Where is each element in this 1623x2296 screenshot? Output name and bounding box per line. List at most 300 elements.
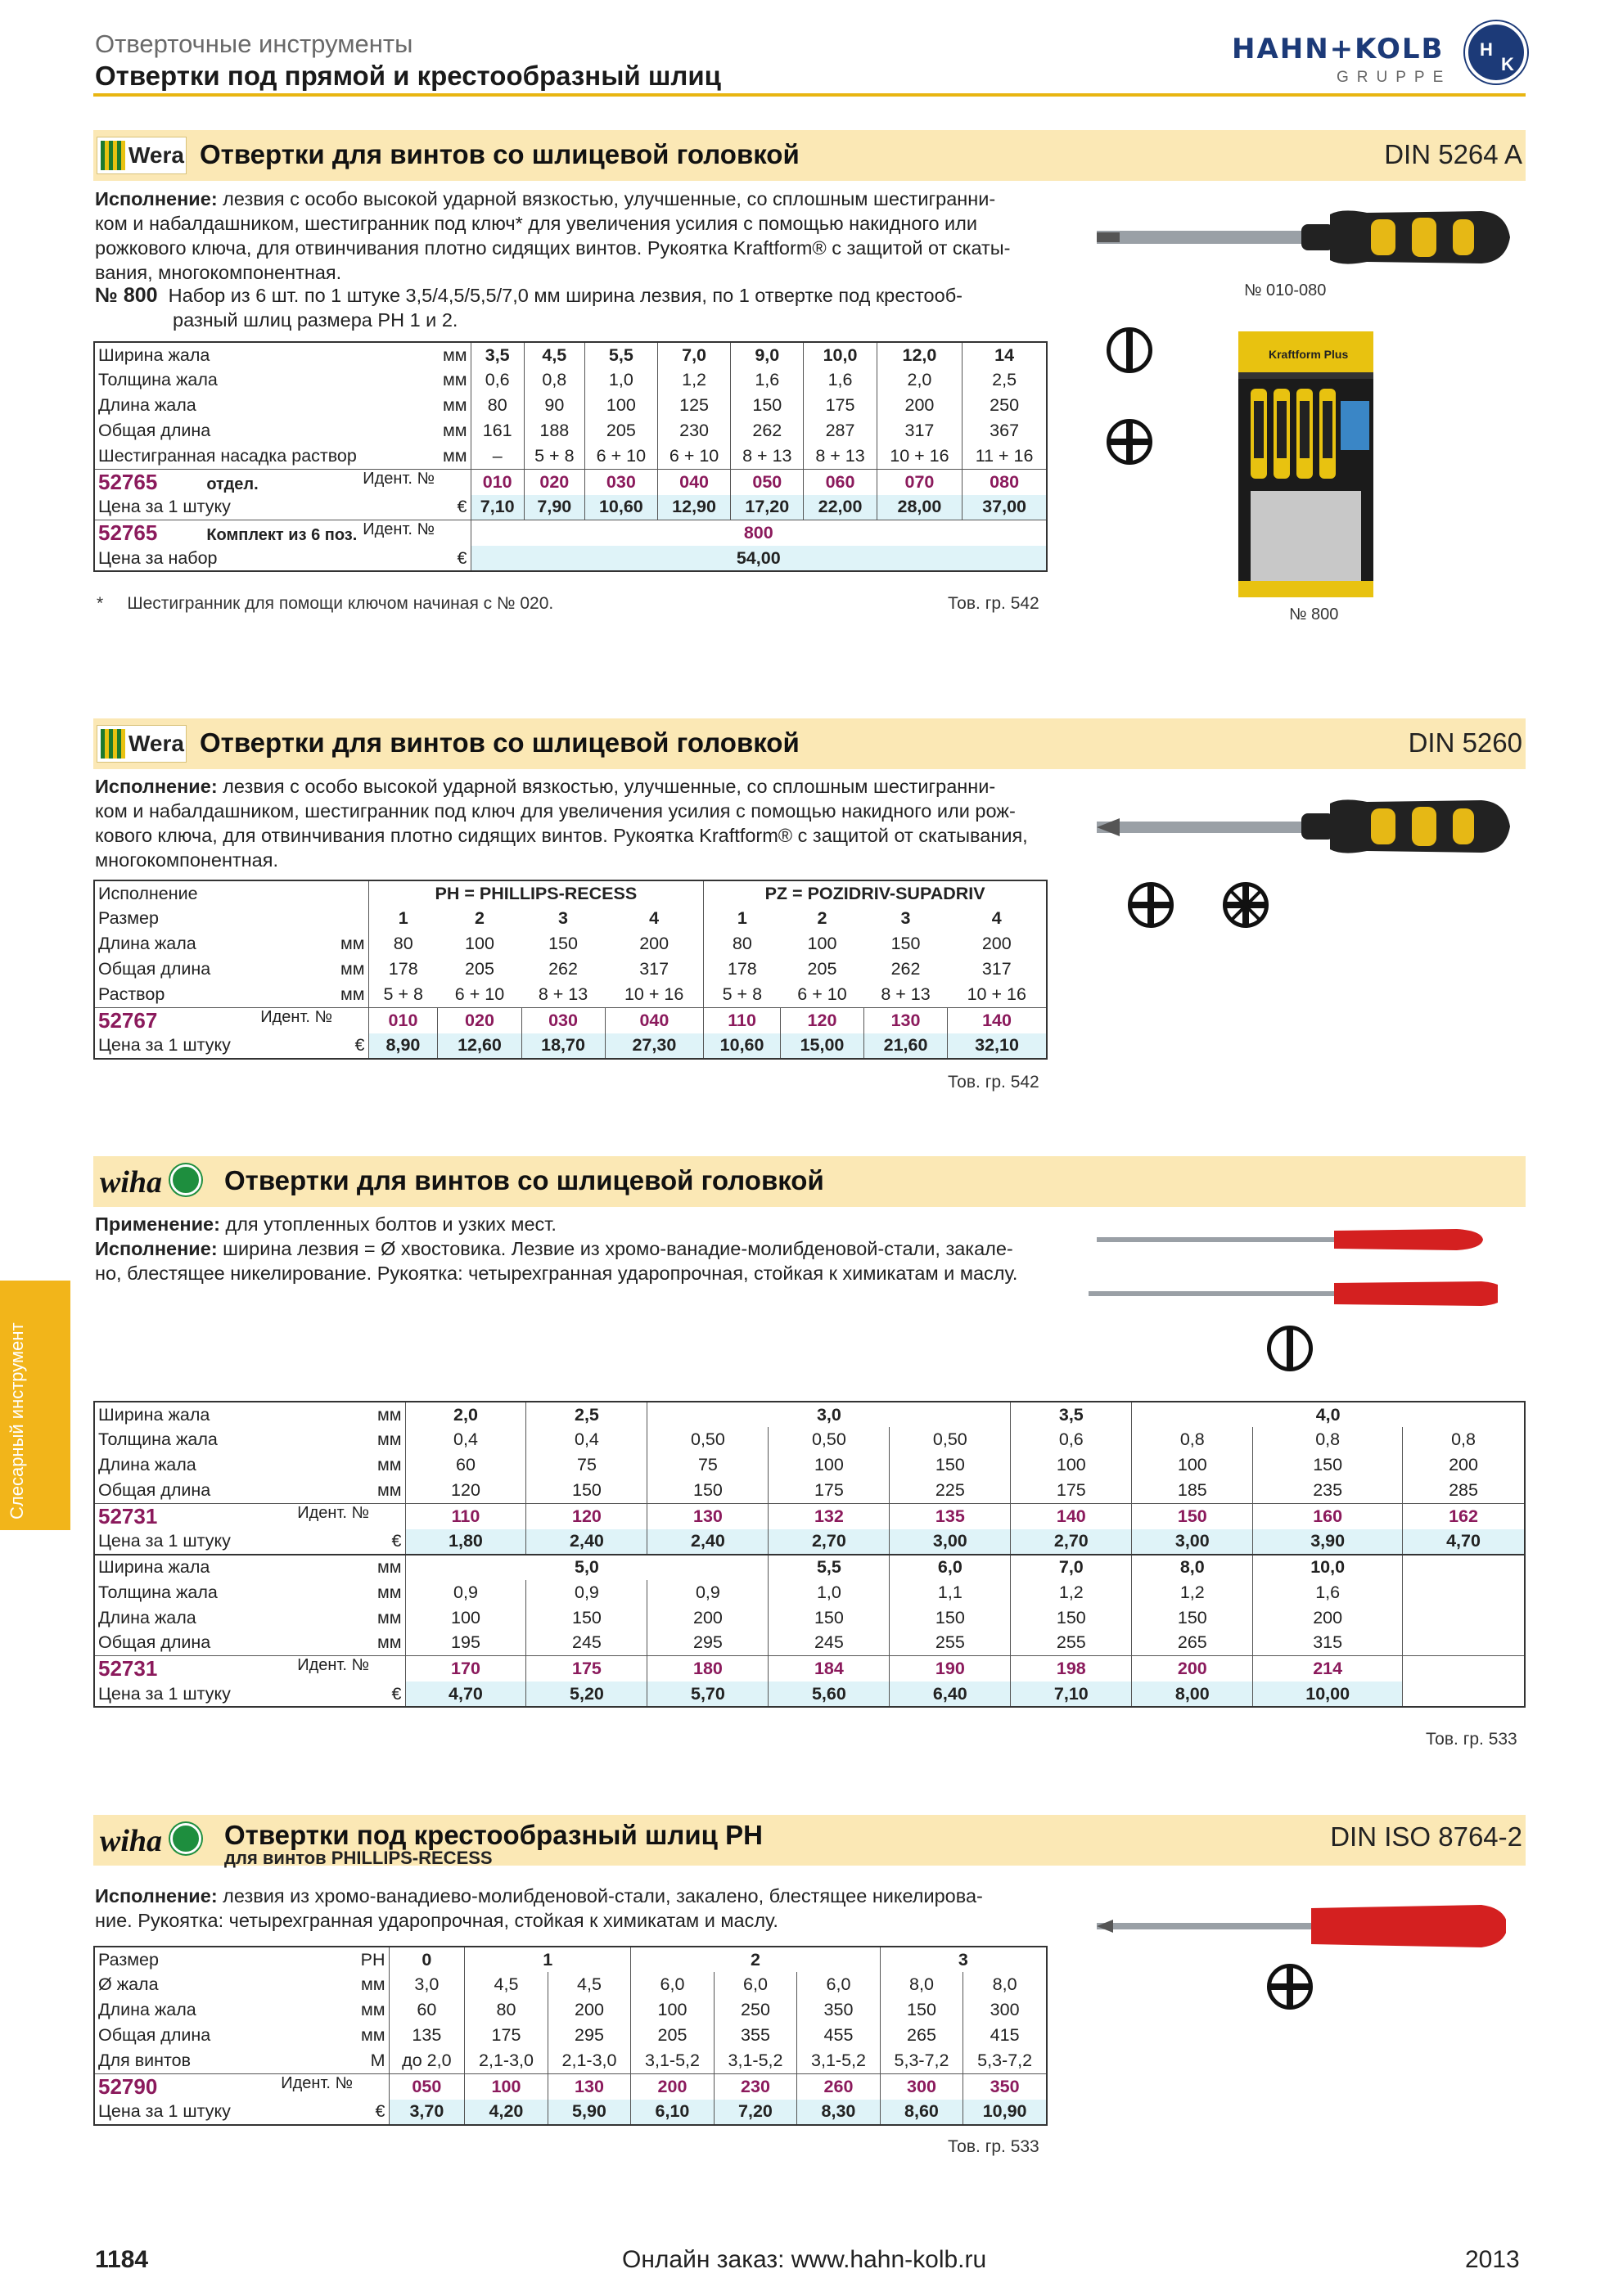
table-cell: Ширина жала	[98, 1404, 210, 1425]
table-cell: 184	[769, 1656, 890, 1682]
section-1-set-description: № 800 Набор из 6 шт. по 1 штуке 3,5/4,5/5,5/7,0 мм ширина лезвия, по 1 отвертке под крестооб- разный шлиц размера PH 1 и 2.	[95, 284, 963, 331]
table-cell: 205	[631, 2023, 715, 2048]
table-cell: 1,80	[405, 1529, 526, 1555]
table-cell: 415	[963, 2023, 1047, 2048]
table-cell: 140	[1011, 1503, 1132, 1529]
table-cell: до 2,0	[389, 2048, 465, 2073]
table-cell: 120	[405, 1478, 526, 1503]
table-cell: 135	[389, 2023, 465, 2048]
table-cell: 3	[900, 908, 911, 928]
table-cell: 130	[548, 2073, 631, 2100]
table-cell: 1,0	[769, 1580, 890, 1605]
table-cell: 260	[797, 2073, 881, 2100]
table-cell: 2	[817, 908, 827, 928]
section-3-title: Отвертки для винтов со шлицевой головкой	[224, 1165, 824, 1195]
table-cell: 6,0	[890, 1555, 1011, 1580]
table-cell: 010	[471, 469, 524, 495]
table-cell: 200	[548, 1997, 631, 2023]
empty-cell	[1403, 1631, 1525, 1656]
table-row	[94, 2100, 1047, 2125]
table-row	[94, 1402, 1525, 1427]
table-cell: 1,6	[1253, 1580, 1403, 1605]
section-3-description: Применение: для утопленных болтов и узких мест. Исполнение: ширина лезвия = Ø хвостовика. Лезвие из хромо-ванадие-молибденовой-стали, закале- но, блестящее никелирование. Рукоятка: четырехгранная ударопрочная, стойкая к химикатам и маслу.	[95, 1213, 1018, 1284]
table-cell: 3,1-5,2	[714, 2048, 797, 2073]
table-cell: 6,10	[631, 2100, 715, 2125]
order-link[interactable]: Онлайн заказ: www.hahn-kolb.ru	[622, 2246, 987, 2273]
logo-text: HAHN+KOLB	[1232, 33, 1445, 65]
table-cell: Размер	[98, 908, 159, 928]
table-cell: мм	[442, 344, 467, 365]
table-cell: 0,50	[890, 1427, 1011, 1452]
table-cell: Исполнение	[98, 883, 198, 903]
table-cell: 80	[471, 393, 524, 418]
table-cell: 2,70	[769, 1529, 890, 1555]
table-row	[94, 982, 1047, 1007]
table-cell: 2,40	[647, 1529, 769, 1555]
table-cell: Цена за набор	[98, 547, 218, 568]
table-cell: 6,0	[797, 1972, 881, 1997]
table-cell: 160	[1253, 1503, 1403, 1529]
table-cell: 1,6	[731, 367, 804, 393]
table-cell: мм	[340, 959, 365, 979]
table-cell: 255	[1011, 1631, 1132, 1656]
hahn-kolb-logo	[1232, 18, 1526, 92]
section-4-header	[93, 1815, 1526, 1866]
section-1-header	[93, 130, 1526, 181]
table-cell: PH = PHILLIPS-RECESS	[368, 880, 704, 906]
table-cell: 2,70	[1011, 1529, 1132, 1555]
table-cell: 010	[368, 1007, 438, 1033]
table-cell: 5,5	[769, 1555, 890, 1580]
table-cell: 200	[877, 393, 963, 418]
set-800-box-image	[1234, 327, 1382, 606]
box-label: Kraftform Plus	[1269, 348, 1349, 361]
wiha-slotted-screwdrivers-image	[1089, 1219, 1498, 1317]
table-cell: 050	[731, 469, 804, 495]
table-cell: 190	[890, 1656, 1011, 1682]
table-cell: 020	[438, 1007, 521, 1033]
section-4-title: Отвертки под крестообразный шлиц PH	[224, 1820, 763, 1850]
section-4-subtitle: для винтов PHILLIPS-RECESS	[224, 1848, 493, 1868]
table-cell: 040	[605, 1007, 704, 1033]
table-cell: 200	[1132, 1656, 1253, 1682]
table-cell: 5,20	[526, 1681, 647, 1707]
table-cell: 300	[963, 1997, 1047, 2023]
section-1-title: Отвертки для винтов со шлицевой головкой	[200, 139, 800, 169]
table-cell: 350	[963, 2073, 1047, 2100]
table-cell: 7,0	[1011, 1555, 1132, 1580]
table-cell: Толщина жала	[98, 1429, 218, 1449]
table-row	[94, 906, 1047, 931]
table-cell: 1	[704, 906, 781, 931]
table-cell: 110	[704, 1007, 781, 1033]
table-cell: €	[354, 1035, 365, 1055]
table-cell: 60	[389, 1997, 465, 2023]
table-cell: 0,8	[524, 367, 584, 393]
table-cell: Длина жала	[98, 2000, 196, 2019]
table-cell: 3	[880, 1947, 1047, 1972]
table-cell: 5,3-7,2	[880, 2048, 963, 2073]
table-cell: 225	[890, 1478, 1011, 1503]
table-cell: 245	[526, 1631, 647, 1656]
table-cell: 1,2	[1011, 1580, 1132, 1605]
table-cell: €	[457, 497, 467, 517]
table-cell: 0,4	[526, 1427, 647, 1452]
table-cell: 6 + 10	[584, 443, 657, 469]
table-cell: 070	[877, 469, 963, 495]
table-cell: Длина жала	[98, 1607, 196, 1627]
table-cell: 178	[704, 957, 781, 982]
table-cell: 287	[804, 418, 877, 443]
table-cell: 5 + 8	[368, 982, 438, 1007]
section-1-table	[93, 341, 1048, 572]
wiha-logo-text: wiha	[100, 1824, 163, 1858]
table-cell: 195	[405, 1631, 526, 1656]
table-cell	[336, 1007, 368, 1033]
table-cell: 300	[880, 2073, 963, 2100]
table-cell: 1	[368, 906, 438, 931]
table-cell: 3,70	[389, 2100, 465, 2125]
table-cell: Общая длина	[98, 1479, 211, 1500]
caption-800: № 800	[1289, 606, 1339, 624]
table-cell: 455	[797, 2023, 881, 2048]
table-row	[94, 443, 1047, 469]
section-1-footnote: * Шестигранник для помощи ключом начиная с № 020.	[97, 594, 554, 613]
table-cell: 5,3-7,2	[963, 2048, 1047, 2073]
table-cell: Общая длина	[98, 2025, 211, 2045]
table-cell: 8,0	[880, 1972, 963, 1997]
table-cell	[372, 1503, 405, 1529]
table-cell: 2	[474, 908, 485, 928]
table-cell: 4,5	[548, 1972, 631, 1997]
table-cell: 150	[880, 1997, 963, 2023]
page-number: 1184	[95, 2246, 149, 2273]
section-3-header	[93, 1156, 1526, 1207]
article-number: 52765 отдел. Идент. №	[94, 469, 438, 495]
table-cell: 7,10	[471, 495, 524, 520]
wiha-logo	[97, 1821, 187, 1859]
table-cell: 7,0	[657, 342, 730, 367]
table-cell: 100	[807, 934, 837, 953]
table-cell: 8,60	[880, 2100, 963, 2125]
table-cell: 175	[526, 1656, 647, 1682]
table-cell: 262	[731, 418, 804, 443]
table-cell: 3,00	[1132, 1529, 1253, 1555]
table-cell: 150	[890, 1605, 1011, 1631]
table-cell: 150	[1253, 1452, 1403, 1478]
table-cell: мм	[376, 1455, 402, 1474]
table-cell: €	[457, 547, 467, 568]
table-cell: 175	[465, 2023, 548, 2048]
table-cell: 8,00	[1132, 1681, 1253, 1707]
table-cell: 4,20	[465, 2100, 548, 2125]
wiha-logo	[97, 1163, 187, 1200]
table-cell: 265	[880, 2023, 963, 2048]
table-cell: 295	[548, 2023, 631, 2048]
table-cell: 200	[639, 934, 669, 953]
table-cell: 0,8	[1403, 1427, 1525, 1452]
table-row	[94, 1997, 1047, 2023]
table-cell: 52765 Комплект из 6 поз. Идент. №	[94, 520, 438, 547]
table-row	[94, 1529, 1525, 1555]
table-row	[94, 393, 1047, 418]
table-cell: 040	[657, 469, 730, 495]
table-cell: 3,0	[389, 1972, 465, 1997]
table-cell: 14	[963, 342, 1047, 367]
phillips-screwdriver-image	[1097, 786, 1522, 867]
table-cell: 235	[1253, 1478, 1403, 1503]
table-cell: 170	[405, 1656, 526, 1682]
table-cell: 5,0	[405, 1555, 769, 1580]
table-cell: 8,90	[368, 1033, 438, 1059]
table-cell: 80	[704, 931, 781, 957]
table-cell: 27,30	[605, 1033, 704, 1059]
table-cell: мм	[340, 934, 365, 953]
table-cell: 050	[389, 2073, 465, 2100]
table-cell: 150	[1011, 1605, 1132, 1631]
table-row	[94, 342, 1047, 367]
table-cell: 0,50	[769, 1427, 890, 1452]
empty-cell	[1403, 1681, 1525, 1707]
table-cell: 205	[584, 418, 657, 443]
table-cell: 185	[1132, 1478, 1253, 1503]
table-cell: 285	[1403, 1478, 1525, 1503]
table-cell: мм	[442, 445, 467, 466]
table-cell: 32,10	[948, 1033, 1047, 1059]
table-cell: 4,5	[524, 342, 584, 367]
table-cell: Общая длина	[98, 1632, 211, 1653]
table-cell: 8 + 13	[731, 443, 804, 469]
wera-logo-text: Wera	[128, 731, 184, 756]
table-row	[94, 1631, 1525, 1656]
table-cell: 75	[647, 1452, 769, 1478]
logo-subtext: GRUPPE	[1337, 69, 1452, 86]
table-cell: 262	[890, 959, 921, 979]
table-cell: 175	[1011, 1478, 1132, 1503]
table-cell: 132	[769, 1503, 890, 1529]
table-cell: мм	[360, 1974, 385, 1994]
table-cell: 2,5	[963, 367, 1047, 393]
section-4-description: Исполнение: лезвия из хромо-ванадиево-молибденовой-стали, закалено, блестящее никелирова- ние. Рукоятка: четырехгранная ударопрочная, стойкая к химикатам и маслу.	[95, 1885, 983, 1931]
table-cell: 317	[639, 959, 669, 979]
table-row	[94, 1503, 1525, 1529]
table-cell: 150	[890, 1452, 1011, 1478]
section-1-group: Тов. гр. 542	[948, 594, 1039, 613]
table-cell: 250	[963, 393, 1047, 418]
table-cell: €	[375, 2101, 385, 2121]
table-cell: 020	[524, 469, 584, 495]
table-row	[94, 1656, 1525, 1682]
table-cell: Длина жала	[98, 934, 196, 953]
header-rule	[93, 93, 1526, 97]
table-cell: 175	[804, 393, 877, 418]
table-row	[94, 1427, 1525, 1452]
table-cell: мм	[360, 2000, 385, 2019]
table-cell: 8,0	[963, 1972, 1047, 1997]
table-cell: 200	[1403, 1452, 1525, 1478]
table-cell: 188	[524, 418, 584, 443]
table-cell: 100	[1132, 1452, 1253, 1478]
table-cell: мм	[442, 370, 467, 389]
wera-logo-text: Wera	[128, 142, 184, 168]
table-cell: 200	[631, 2073, 715, 2100]
table-cell: –	[471, 443, 524, 469]
table-cell: Длина жала	[98, 1455, 196, 1474]
wera-logo	[97, 725, 187, 763]
table-cell: 120	[780, 1007, 863, 1033]
table-cell: Цена за 1 штуку	[98, 1683, 231, 1704]
table-cell: 52731 Идент. №	[94, 1656, 372, 1682]
section-1-description: Исполнение: лезвия с особо высокой ударной вязкостью, улучшенные, со сплошным шестигранни- ком и набалдашником, шестигранник под ключ* для увеличения усилия с помощью накидного или рожкового ключа, для отвинчивания плотно сидящих винтов. Рукоятка Kraftform® с защитой от скаты- вания, многокомпонентная.	[95, 188, 1011, 283]
section-2-group: Тов. гр. 542	[948, 1073, 1039, 1092]
table-cell: 250	[714, 1997, 797, 2023]
table-cell: 28,00	[877, 495, 963, 520]
table-row	[94, 1972, 1047, 1997]
page-title: Отвертки под прямой и крестообразный шлиц	[95, 61, 721, 91]
table-cell: 0,9	[647, 1580, 769, 1605]
table-cell: 6 + 10	[797, 984, 847, 1004]
table-row	[94, 469, 1047, 495]
table-cell: 10,0	[1253, 1555, 1403, 1580]
table-cell: 180	[647, 1656, 769, 1682]
empty-cell	[1403, 1555, 1525, 1580]
table-cell: 4	[991, 908, 1002, 928]
section-2-header	[93, 718, 1526, 769]
table-cell: 52790 Идент. №	[94, 2073, 356, 2100]
table-row	[94, 1580, 1525, 1605]
table-cell: 17,20	[731, 495, 804, 520]
table-cell: 295	[647, 1631, 769, 1656]
empty-cell	[1403, 1605, 1525, 1631]
row-label: Ширина жала	[98, 344, 210, 365]
table-cell: 130	[647, 1503, 769, 1529]
table-cell: 262	[548, 959, 578, 979]
logo-letter-h: H	[1480, 39, 1493, 60]
table-cell: Цена за 1 штуку	[98, 2101, 231, 2121]
table-cell: 150	[647, 1478, 769, 1503]
table-cell: 3,1-5,2	[797, 2048, 881, 2073]
table-cell: 10 + 16	[967, 984, 1026, 1004]
section-3-table	[93, 1401, 1526, 1708]
table-cell: 10,60	[704, 1033, 781, 1059]
table-cell: мм	[376, 1479, 402, 1500]
table-cell: Цена за 1 штуку	[98, 1531, 231, 1551]
table-cell: мм	[360, 2025, 385, 2045]
row-label: Общая длина	[98, 421, 211, 440]
logo-letter-k: K	[1501, 54, 1514, 74]
table-cell: 1,2	[657, 367, 730, 393]
wiha-slot-profile-icon	[1267, 1326, 1313, 1371]
table-cell: 150	[526, 1478, 647, 1503]
table-cell: 22,00	[804, 495, 877, 520]
table-cell: 265	[1132, 1631, 1253, 1656]
table-cell: 5,70	[647, 1681, 769, 1707]
table-cell: 8 + 13	[538, 984, 588, 1004]
table-cell: 90	[524, 393, 584, 418]
table-cell: 5,5	[584, 342, 657, 367]
table-cell: 0,50	[647, 1427, 769, 1452]
phillips-profile-icon	[1107, 419, 1152, 465]
wiha-logo-text: wiha	[100, 1165, 163, 1200]
table-cell: Цена за 1 штуку	[98, 1035, 231, 1055]
table-cell: 0,6	[471, 367, 524, 393]
table-cell: 10,90	[963, 2100, 1047, 2125]
table-cell: 200	[647, 1605, 769, 1631]
table-cell	[438, 520, 471, 547]
table-cell: 80	[465, 1997, 548, 2023]
table-cell: мм	[376, 1607, 402, 1627]
table-cell: 6,0	[631, 1972, 715, 1997]
section-4-table	[93, 1946, 1048, 2126]
table-cell: 100	[631, 1997, 715, 2023]
table-cell: 4,70	[1403, 1529, 1525, 1555]
table-cell: 317	[981, 959, 1012, 979]
table-cell: 5,60	[769, 1681, 890, 1707]
section-2-din: DIN 5260	[1408, 727, 1522, 758]
table-cell: 150	[769, 1605, 890, 1631]
table-cell: 120	[526, 1503, 647, 1529]
pz-profile-icon	[1223, 882, 1269, 928]
table-cell: мм	[372, 1555, 405, 1580]
table-cell: Ширина жала	[94, 1555, 372, 1580]
table-cell	[438, 469, 471, 495]
table-cell: мм	[376, 1429, 402, 1449]
table-cell: Толщина жала	[98, 1582, 218, 1602]
table-cell: 21,60	[864, 1033, 948, 1059]
table-cell: 130	[864, 1007, 948, 1033]
row-label: Толщина жала	[98, 370, 218, 389]
table-cell: €	[391, 1531, 402, 1551]
table-cell: 10 + 16	[624, 984, 684, 1004]
row-label: Шестигранная насадка раствор	[98, 445, 357, 466]
row-label: Длина жала	[98, 395, 196, 415]
section-4-group: Тов. гр. 533	[948, 2137, 1039, 2156]
table-cell: 15,00	[780, 1033, 863, 1059]
table-cell: 8,30	[797, 2100, 881, 2125]
table-cell: 2,1-3,0	[465, 2048, 548, 2073]
table-cell: 315	[1253, 1631, 1403, 1656]
table-row	[94, 1605, 1525, 1631]
table-cell: 2,5	[526, 1402, 647, 1427]
table-cell: 8 + 13	[804, 443, 877, 469]
table-cell: 6,40	[890, 1681, 1011, 1707]
table-cell: 2,0	[877, 367, 963, 393]
table-row	[94, 367, 1047, 393]
table-cell	[356, 2073, 389, 2100]
table-cell: 0,9	[526, 1580, 647, 1605]
table-cell: 150	[548, 934, 578, 953]
table-cell: 80	[368, 931, 438, 957]
table-row	[94, 546, 1047, 571]
table-cell: 54,00	[471, 546, 1047, 571]
table-cell: 205	[807, 959, 837, 979]
table-cell: Общая длина	[98, 959, 211, 979]
table-cell: 0,4	[405, 1427, 526, 1452]
table-cell: Ø жала	[98, 1974, 159, 1994]
table-cell: 1,2	[1132, 1580, 1253, 1605]
table-cell: 350	[797, 1997, 881, 2023]
table-row	[94, 2048, 1047, 2073]
table-cell: 2,0	[405, 1402, 526, 1427]
table-cell: 1	[465, 1947, 631, 1972]
table-cell: 12,0	[877, 342, 963, 367]
section-2-title: Отвертки для винтов со шлицевой головкой	[200, 727, 800, 758]
section-2-table	[93, 880, 1048, 1060]
table-cell: 150	[1132, 1503, 1253, 1529]
table-row	[94, 1452, 1525, 1478]
table-cell: 1,6	[804, 367, 877, 393]
table-cell: 135	[890, 1503, 1011, 1529]
